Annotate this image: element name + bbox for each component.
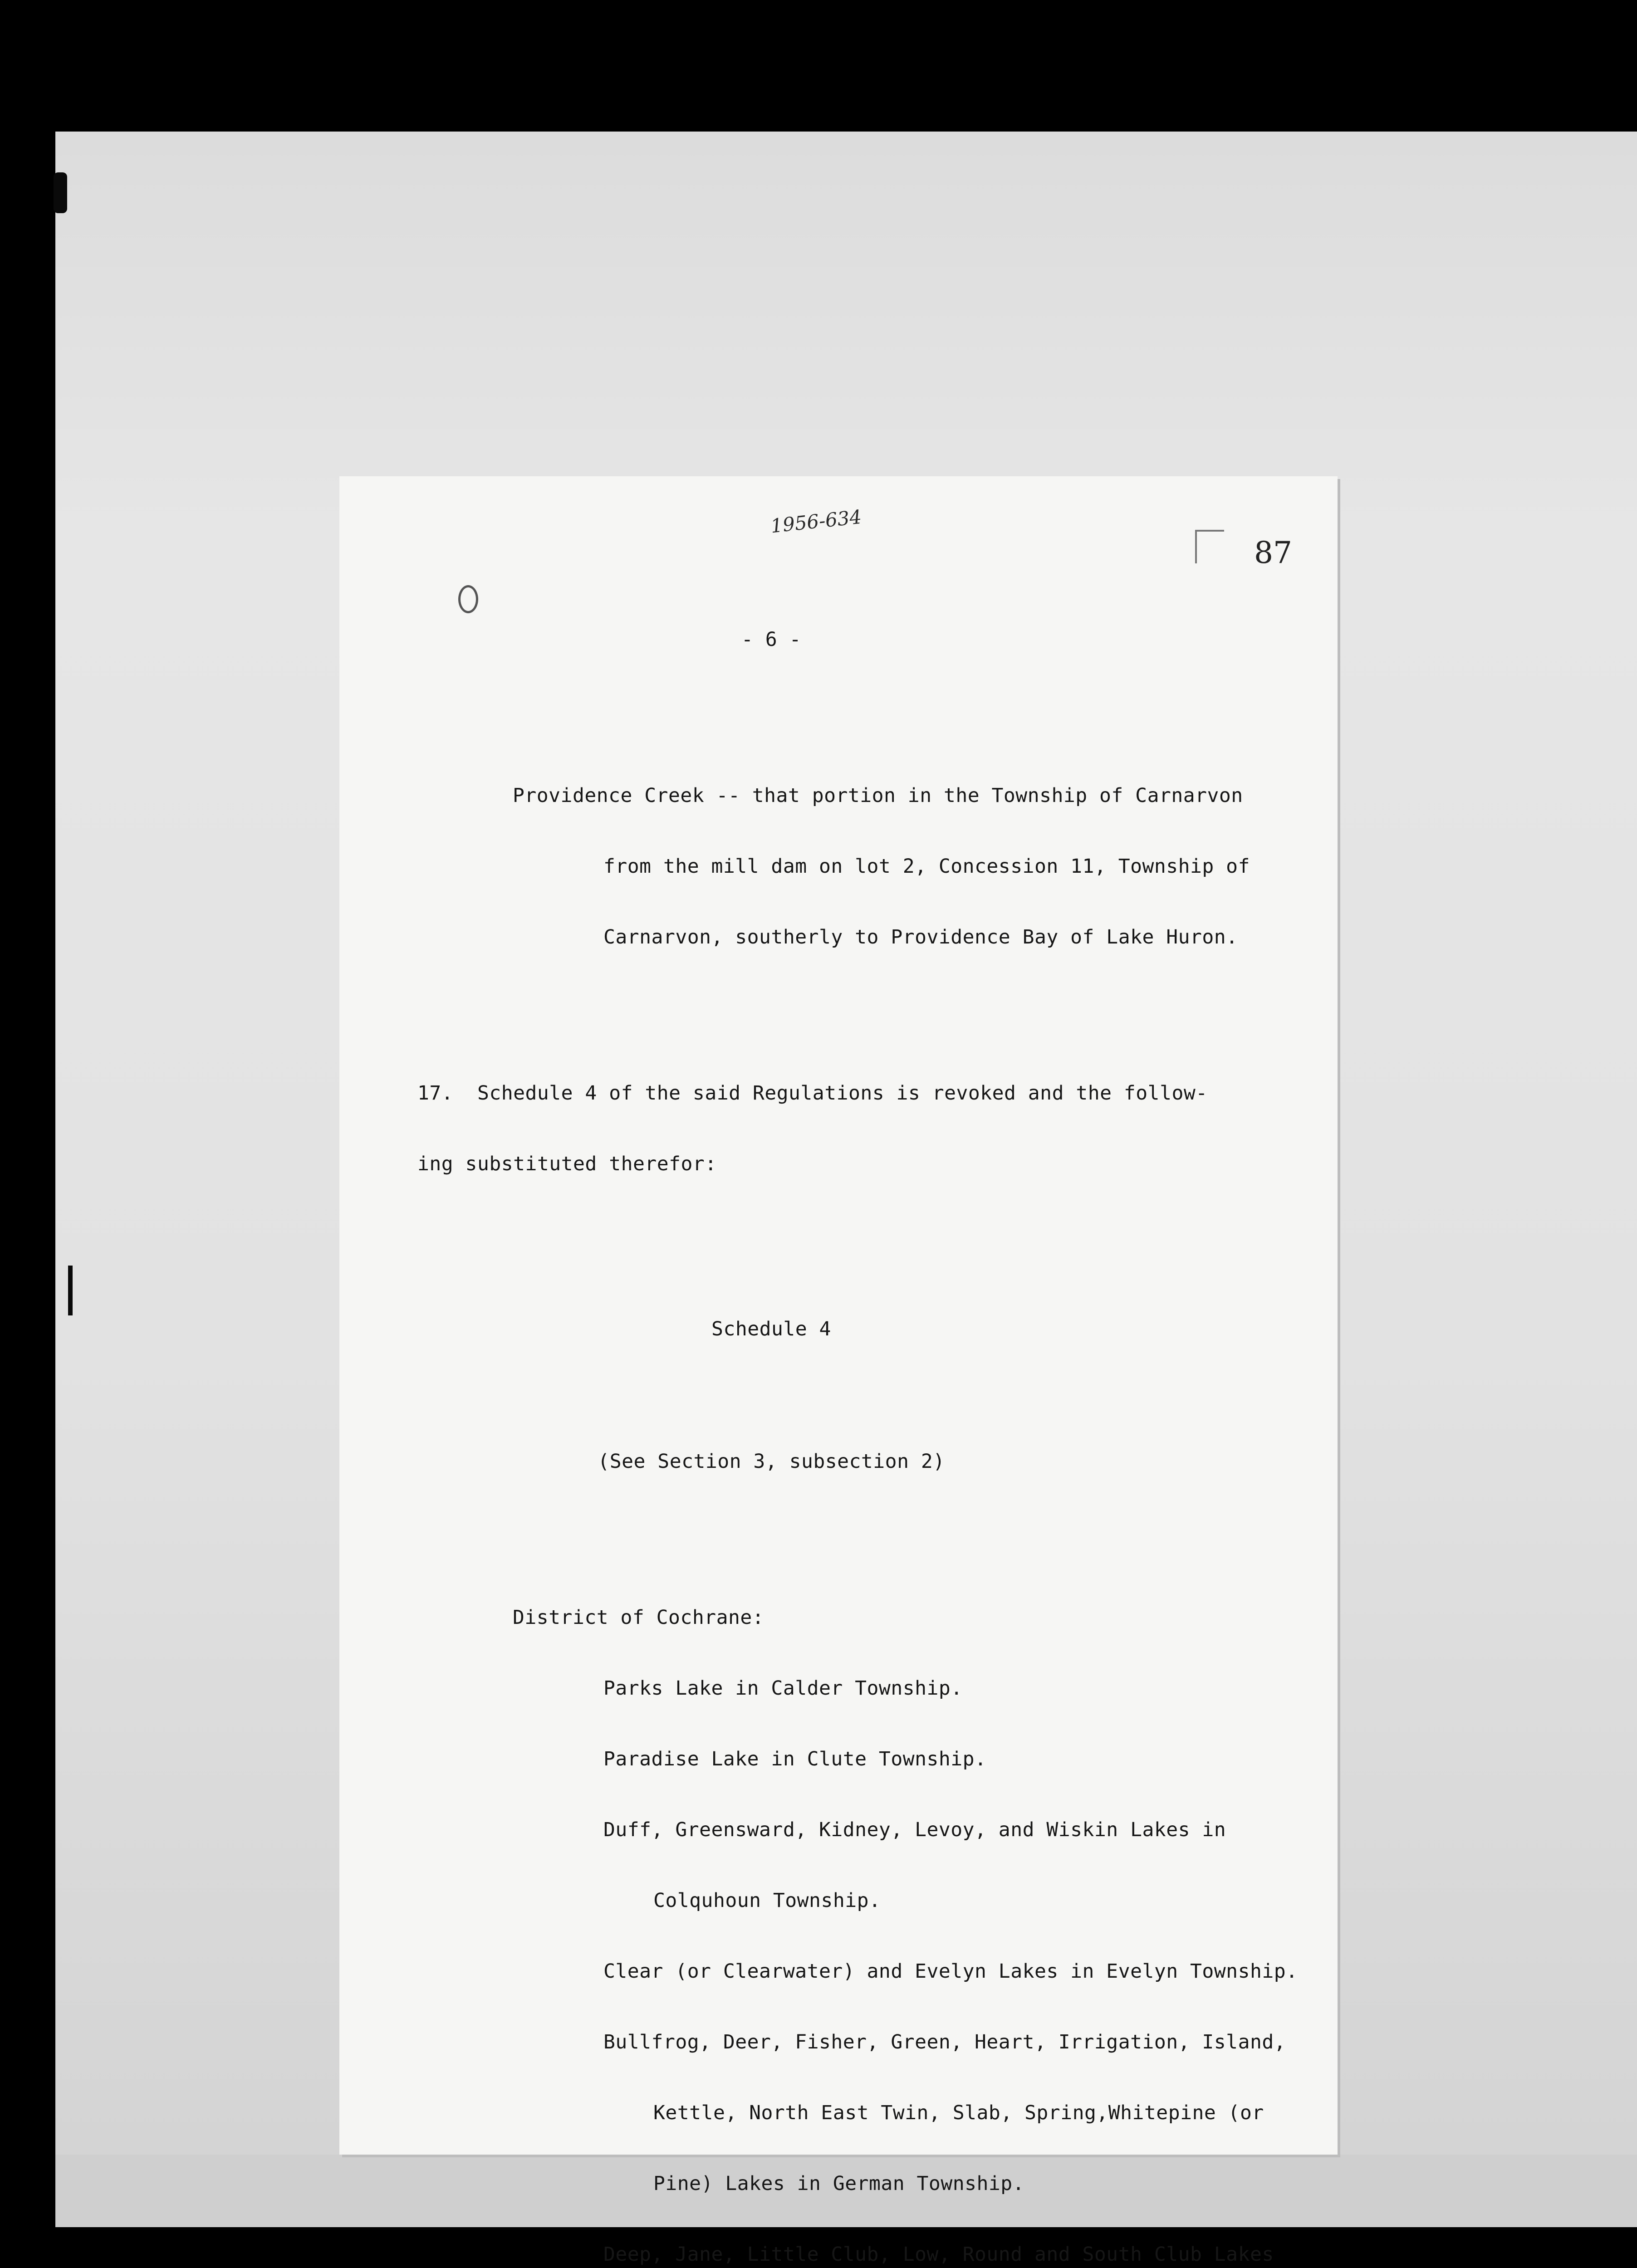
district-entry: Colquhoun Township. <box>653 1889 881 1912</box>
scan-edge-mark <box>54 172 67 213</box>
district-entry: Pine) Lakes in German Township. <box>653 2172 1025 2195</box>
stamp-mark <box>1195 530 1224 563</box>
page-header: - 6 - <box>741 628 801 651</box>
scan-edge-mark <box>68 1266 73 1315</box>
section-17-line: ing substituted therefor: <box>417 1153 717 1175</box>
district-entry: Paradise Lake in Clute Township. <box>603 1748 987 1770</box>
providence-line: from the mill dam on lot 2, Concession 11, Township of <box>603 855 1250 878</box>
providence-line: Carnarvon, southerly to Providence Bay of Lake Huron. <box>603 926 1238 948</box>
document-body <box>417 581 1316 2268</box>
handwritten-reference: 1956-634 <box>769 505 863 538</box>
providence-line: Providence Creek -- that portion in the Township of Carnarvon <box>513 784 1243 807</box>
district-entry: Parks Lake in Calder Township. <box>603 1677 963 1700</box>
page-stamp-number: 87 <box>1254 535 1292 570</box>
document-page <box>339 476 1338 2266</box>
schedule-subtitle: (See Section 3, subsection 2) <box>598 1450 945 1473</box>
district-entry: Duff, Greensward, Kidney, Levoy, and Wiskin Lakes in <box>603 1818 1226 1841</box>
district-heading: District of Cochrane: <box>513 1606 765 1629</box>
district-entry: Kettle, North East Twin, Slab, Spring,Whitepine (or <box>653 2102 1264 2124</box>
section-17-line: 17. Schedule 4 of the said Regulations is revoked and the follow- <box>417 1082 1208 1105</box>
district-entry: Clear (or Clearwater) and Evelyn Lakes in Evelyn Township. <box>603 1960 1298 1983</box>
district-entry: Deep, Jane, Little Club, Low, Round and South Club Lakes <box>603 2243 1274 2266</box>
district-entry: Bullfrog, Deer, Fisher, Green, Heart, Irrigation, Island, <box>603 2031 1286 2053</box>
schedule-title: Schedule 4 <box>711 1318 831 1340</box>
